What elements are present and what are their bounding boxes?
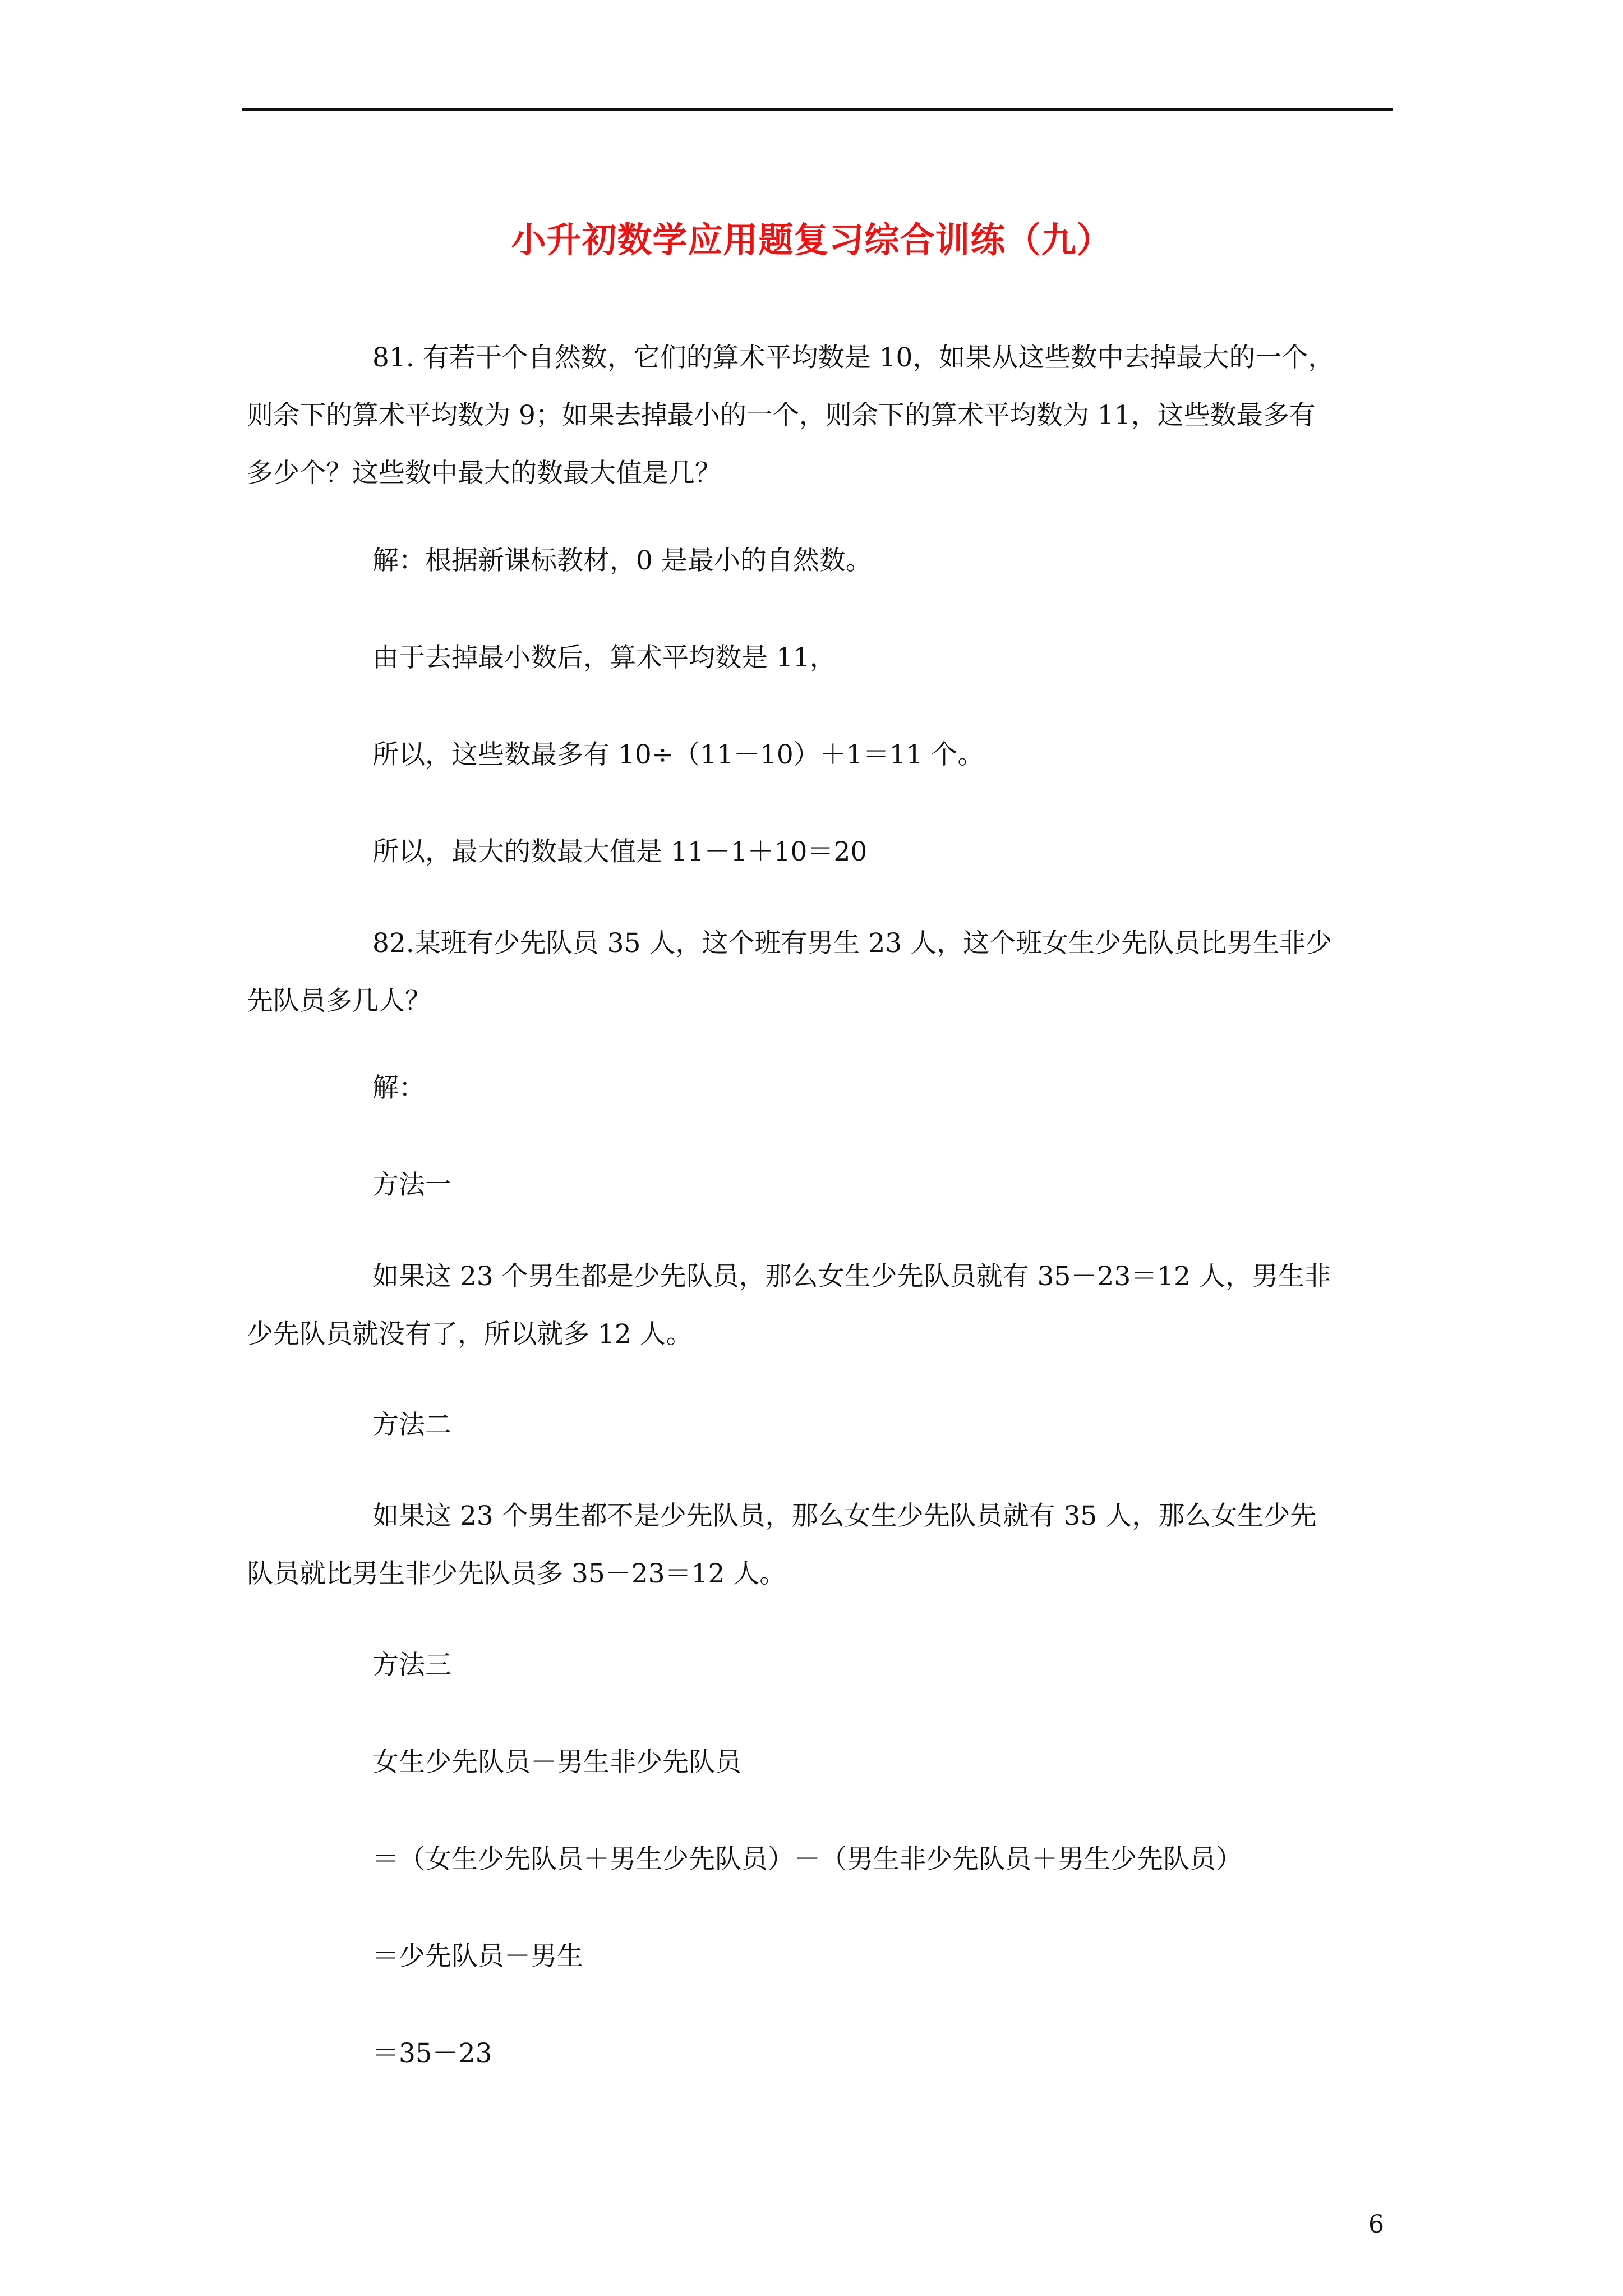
problem-81-question: [247, 329, 1396, 502]
method-line: ＝（女生少先队员＋男生少先队员）－（男生非少先队员＋男生少先队员）: [372, 1844, 1242, 1875]
question-line: 82.某班有少先队员 35 人，这个班有男生 23 人，这个班女生少先队员比男生非少: [372, 928, 1332, 959]
method-line: 如果这 23 个男生都是少先队员，那么女生少先队员就有 35－23＝12 人，男生非: [372, 1261, 1331, 1292]
method-1-body: [247, 1248, 1396, 1363]
method-2-body: [247, 1487, 1396, 1603]
method-line: 如果这 23 个男生都不是少先队员，那么女生少先队员就有 35 人，那么女生少先: [372, 1501, 1317, 1531]
question-line: 多少个？这些数中最大的数最大值是几？: [247, 458, 721, 489]
method-2-label: 方法二: [372, 1410, 451, 1441]
solution-label: 解：: [372, 1073, 425, 1103]
header-rule: [242, 108, 1393, 111]
method-line: 少先队员就没有了，所以就多 12 人。: [247, 1319, 693, 1350]
method-1-label: 方法一: [372, 1170, 451, 1200]
method-line: 队员就比男生非少先队员多 35－23＝12 人。: [247, 1558, 786, 1589]
solution-line: 所以，最大的数最大值是 11－1＋10＝20: [372, 836, 868, 867]
question-line: 则余下的算术平均数为 9；如果去掉最小的一个，则余下的算术平均数为 11，这些数最多有: [247, 400, 1316, 431]
method-line: 女生少先队员－男生非少先队员: [372, 1747, 741, 1778]
method-line: ＝35－23: [372, 2038, 492, 2069]
solution-line: 解：根据新课标教材，0 是最小的自然数。: [372, 545, 872, 576]
solution-line: 所以，这些数最多有 10÷（11－10）＋1＝11 个。: [372, 739, 984, 770]
method-line: ＝少先队员－男生: [372, 1941, 583, 1972]
question-line: 先队员多几人？: [247, 986, 431, 1016]
problem-82-question: [247, 914, 1396, 1030]
method-3-label: 方法三: [372, 1650, 451, 1681]
page-title: 小升初数学应用题复习综合训练（九）: [511, 219, 1112, 260]
question-line: 81. 有若干个自然数，它们的算术平均数是 10，如果从这些数中去掉最大的一个，: [372, 342, 1335, 373]
solution-line: 由于去掉最小数后，算术平均数是 11，: [372, 642, 836, 673]
page-number: 6: [1368, 2210, 1384, 2239]
